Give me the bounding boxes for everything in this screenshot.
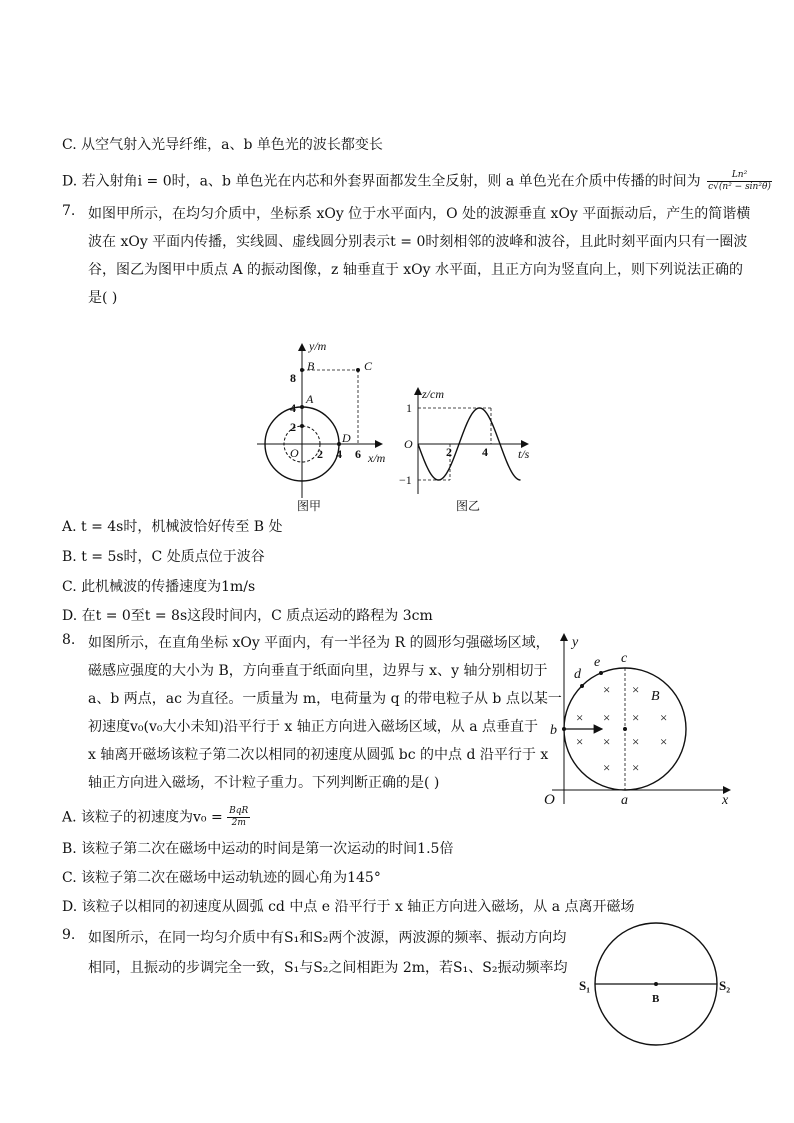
point-b [654,982,658,986]
xtick-4: 4 [336,447,342,461]
q8-option-a-text: A. 该粒子的初速度为v₀ = [62,809,228,826]
option-d-prefix: D. 若入射角i = 0时，a、b 单色光在内芯和外套界面都发生全反射，则 a 单色光在介质中传播的时间为 [62,173,701,190]
q7-stem-line-3: 谷，图乙为图甲中质点 A 的振动图像，z 轴垂直于 xOy 水平面，且正方向为竖直向上，则下列说法正确的 [88,262,744,278]
label-b: b [550,723,557,738]
q8-option-a [62,806,250,829]
label-field-b: B [651,689,660,704]
figure-yi [396,384,536,516]
option-c-prev: C. 从空气射入光导纤维，a、b 单色光的波长都变长 [62,137,383,153]
point-2 [300,424,304,428]
q8-stem-line-2: 磁感应强度的大小为 B，方向垂直于纸面向里，边界与 x、y 轴分别相切于 [88,663,548,679]
label-s2: S₂ [719,978,731,993]
point-e [599,671,603,675]
q7-option-c: C. 此机械波的传播速度为1m/s [62,579,256,595]
q7-stem-line-2: 波在 xOy 平面内传播，实线圆、虚线圆分别表示t = 0时刻相邻的波峰和波谷，且此时刻平面内只有一圈波 [88,234,748,250]
q9-stem-line-2: 相同，且振动的步调完全一致，S₁与S₂之间相距为 2m，若S₁、S₂振动频率均 [88,960,568,976]
t-label: t/s [518,447,530,461]
xtick-2: 2 [317,447,323,461]
question-9-number: 9. [62,927,76,943]
point-b [562,727,566,731]
y-label: y/m [309,339,327,353]
ytick-2: 2 [290,420,296,434]
fraction-denominator: 2m [231,818,246,828]
label-a: a [621,793,628,808]
ttick-4: 4 [482,445,488,459]
ttick-2: 2 [446,445,452,459]
fraction-numerator: BqR [229,806,249,816]
question-7-number: 7. [62,203,76,219]
point-a [300,405,304,409]
ztick-m1: −1 [399,473,412,487]
cross: × [576,710,584,725]
point-b [300,368,304,372]
figure-q9 [576,918,746,1048]
fraction-numerator: Ln² [707,170,772,182]
q8-stem-line-6: 轴正方向进入磁场，不计粒子重力。下列判断正确的是( ) [88,775,440,791]
y-label: y [572,635,579,650]
point-d [580,684,584,688]
label-c: c [621,651,628,666]
label-e: e [594,655,601,670]
label-c: C [364,359,373,373]
q7-option-b: B. t = 5s时，C 处质点位于波谷 [62,549,265,565]
point-d [337,442,341,446]
q8-option-c: C. 该粒子第二次在磁场中运动轨迹的圆心角为145° [62,870,381,886]
label-b: B [652,993,660,1005]
q8-stem-line-1: 如图所示，在直角坐标 xOy 平面内，有一半径为 R 的圆形匀强磁场区域， [88,635,550,651]
caption-jia: 图甲 [297,499,322,513]
label-d: D [342,431,351,445]
ytick-8: 8 [290,371,296,385]
q7-option-a: A. t = 4s时，机械波恰好传至 B 处 [62,519,283,535]
fraction [227,806,250,829]
q8-option-d: D. 该粒子以相同的初速度从圆弧 cd 中点 e 沿平行于 x 轴正方向进入磁场，从 a 点离开磁场 [62,899,635,915]
label-a: A [306,392,314,406]
label-d: d [574,667,581,682]
point-c [356,368,360,372]
cross: × [603,734,611,749]
origin-o: O [404,437,413,451]
cross: × [632,760,640,775]
cross: × [660,734,668,749]
label-s1: S₁ [579,978,591,993]
question-8-number: 8. [62,632,76,648]
origin-o: O [290,446,299,460]
origin-o: O [544,792,555,808]
cross: × [632,710,640,725]
cross: × [632,734,640,749]
figure-q8 [540,628,740,808]
q8-stem-line-5: x 轴离开磁场该粒子第二次以相同的初速度从圆弧 bc 的中点 d 沿平行于 x [88,747,549,763]
xtick-6: 6 [355,447,361,461]
q7-stem-line-4: 是( ) [88,290,118,306]
center-point [623,727,627,731]
option-d-prev [62,170,772,193]
q8-stem-line-3: a、b 两点，ac 为直径。一质量为 m，电荷量为 q 的带电粒子从 b 点以某一 [88,691,562,707]
fraction-denominator: c√(n² − sin²θ) [708,182,771,192]
cross: × [603,760,611,775]
cross: × [632,682,640,697]
cross: × [576,734,584,749]
q7-option-d: D. 在t = 0至t = 8s这段时间内，C 质点运动的路程为 3cm [62,608,433,624]
ztick-1: 1 [406,401,412,415]
q8-option-b: B. 该粒子第二次在磁场中运动的时间是第一次运动的时间1.5倍 [62,841,454,857]
q9-stem-line-1: 如图所示，在同一均匀介质中有S₁和S₂两个波源，两波源的频率、振动方向均 [88,930,567,946]
cross: × [603,710,611,725]
cross: × [660,710,668,725]
q7-stem-line-1: 如图甲所示，在均匀介质中，坐标系 xOy 位于水平面内，O 处的波源垂直 xOy 平面振动后，产生的简谐横 [88,206,751,222]
fraction [707,170,772,193]
x-label: x/m [368,451,386,465]
label-b: B [307,359,315,373]
x-label: x [722,793,729,808]
z-label: z/cm [422,387,444,401]
figure-jia [255,338,395,516]
ytick-4: 4 [290,401,296,415]
caption-yi: 图乙 [456,499,481,513]
q8-stem-line-4: 初速度v₀(v₀大小未知)沿平行于 x 轴正方向进入磁场区域，从 a 点垂直于 [88,719,539,735]
cross: × [603,682,611,697]
